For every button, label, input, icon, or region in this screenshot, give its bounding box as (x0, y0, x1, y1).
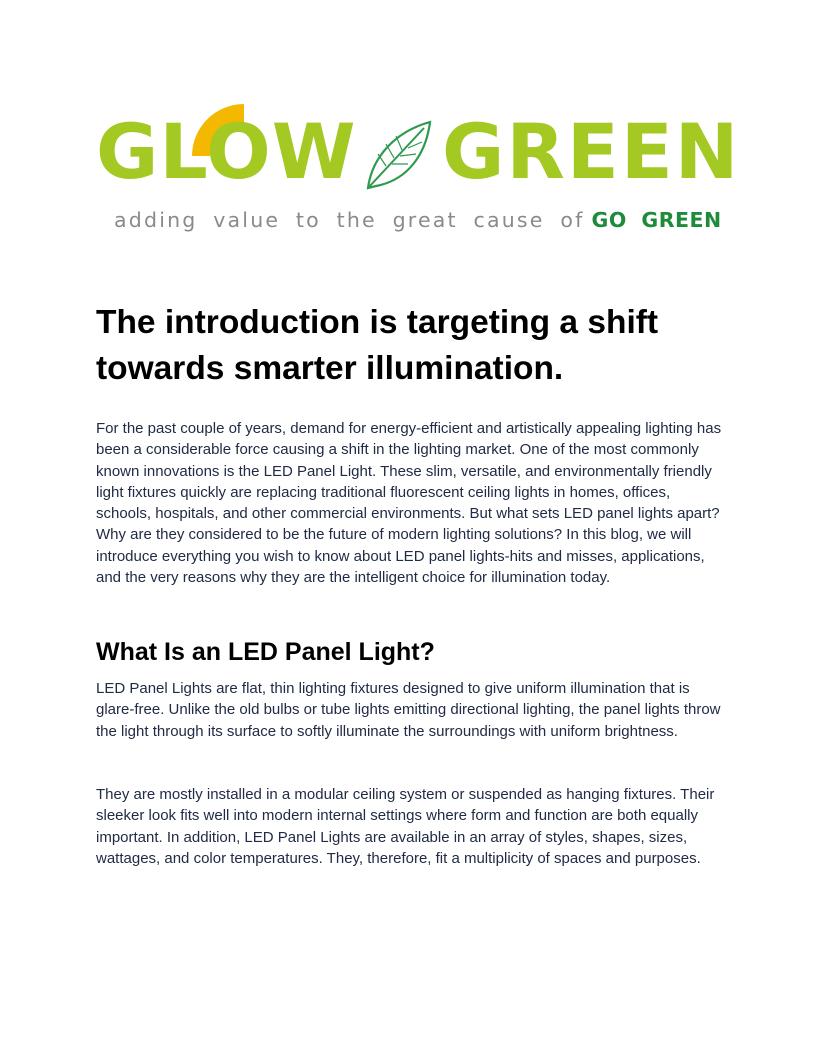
body-paragraph-1: LED Panel Lights are flat, thin lighting fixtures designed to give uniform illumination that is glare-free. Unlike the old bulbs or tube lights emitting directional lighting, the panel lights throw the light through its surface to softly illuminate the surroundings with uniform brightness. (96, 680, 721, 740)
leaf-icon (364, 118, 434, 192)
logo-word-glow: GLOW (96, 107, 357, 196)
body-paragraph-2: They are mostly installed in a modular ceiling system or suspended as hanging fixtures. Their sleeker look fits well into modern internal settings where form and function are both equally important. In addition, LED Panel Lights are available in an array of styles, shapes, sizes, wattages, and color temperatures. They, therefore, fit a multiplicity of spaces and purposes. (96, 786, 715, 867)
brand-logo (96, 94, 741, 240)
logo-word-green: GREEN (442, 107, 741, 196)
article-content (96, 300, 722, 867)
section-heading: What Is an LED Panel Light? (96, 638, 435, 666)
tagline-text: adding value to the great cause of (114, 208, 585, 232)
intro-paragraph: For the past couple of years, demand for energy-efficient and artistically appealing lighting has been a considerable force causing a shift in the lighting market. One of the most commonly known innovations is the LED Panel Light. These slim, versatile, and environmentally friendly light fixtures quickly are replacing traditional fluorescent ceiling lights in homes, offices, schools, hospitals, and other commercial environments. But what sets LED panel lights apart? Why are they considered to be the future of modern lighting solutions? In this blog, we will introduce everything you wish to know about LED panel lights-hits and misses, applications, and the very reasons why they are the intelligent choice for illumination today. (96, 420, 722, 587)
article-title: The introduction is targeting a shift towards smarter illumination. (96, 304, 659, 387)
tagline-go-green: GO GREEN (591, 208, 722, 232)
logo-tagline (114, 207, 722, 233)
